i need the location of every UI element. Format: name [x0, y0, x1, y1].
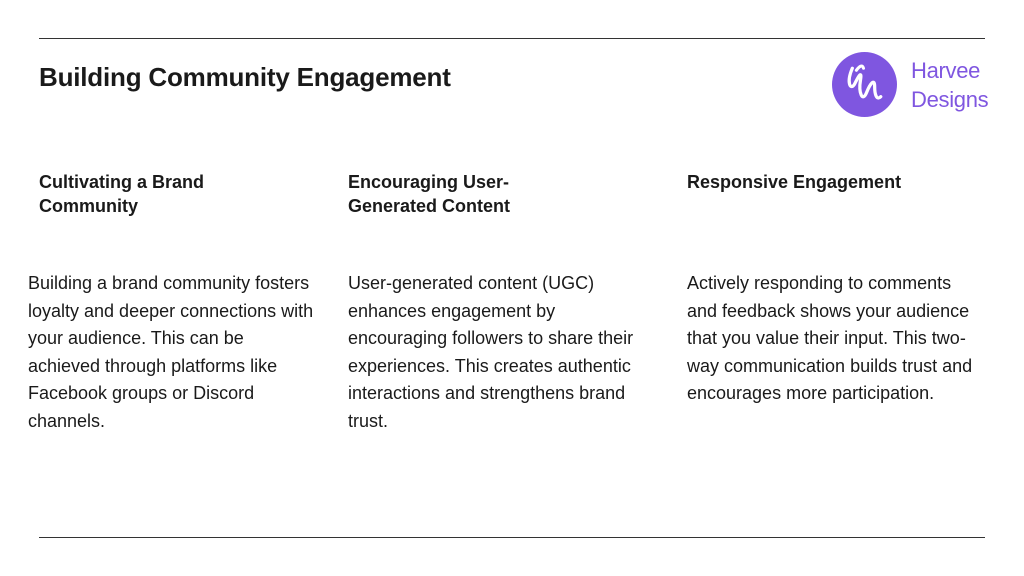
- bottom-divider: [39, 537, 985, 538]
- column-heading: Responsive Engagement: [687, 172, 902, 192]
- brand-logo: [832, 52, 988, 117]
- brand-name-line-1: Harvee: [911, 57, 981, 83]
- column-heading: Encouraging User-Generated Content: [348, 172, 511, 216]
- brand-name-line-2: Designs: [911, 86, 989, 112]
- brand-name: [911, 56, 988, 114]
- page-title: Building Community Engagement: [39, 62, 451, 92]
- column-body: Building a brand community fosters loyalty and deeper connections with your audience. This can be achieved through platforms like Facebook groups or Discord channels.: [28, 273, 314, 431]
- column-heading: Cultivating a Brand Community: [39, 172, 205, 216]
- column-responsive-engagement: [687, 170, 977, 408]
- column-user-generated-content: [348, 170, 638, 435]
- column-body: User-generated content (UGC) enhances engagement by encouraging followers to share their experiences. This creates authentic interactions and strengthens brand trust.: [348, 273, 634, 431]
- column-body: Actively responding to comments and feedback shows your audience that you value their input. This two-way communication builds trust and encourages more participation.: [687, 273, 973, 403]
- column-brand-community: [28, 170, 318, 435]
- top-divider: [39, 38, 985, 39]
- harvee-h-signature-icon: [832, 52, 897, 117]
